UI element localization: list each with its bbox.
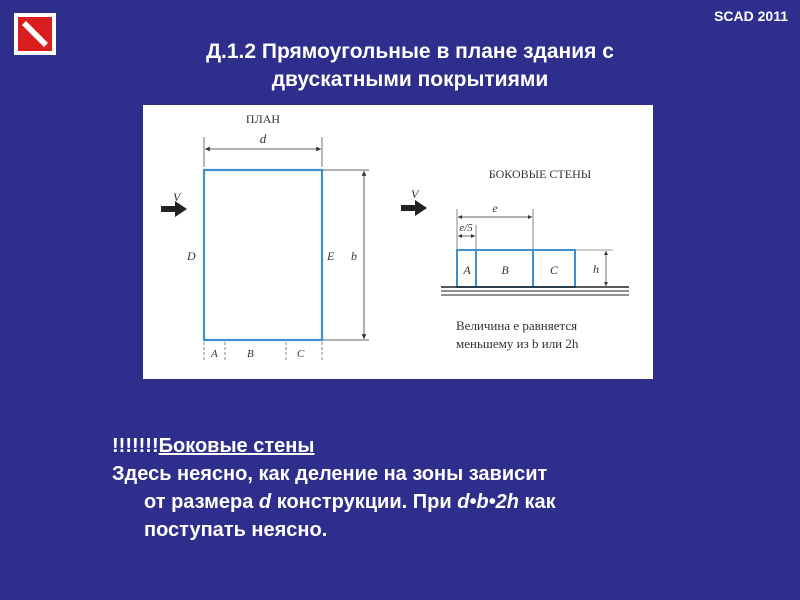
plan-label-d: d bbox=[259, 131, 267, 146]
side-wind-arrow-head bbox=[415, 200, 427, 216]
heading-prefix: !!!!!!! bbox=[112, 435, 159, 457]
side-zone-A: A bbox=[463, 263, 471, 277]
line2-part-a: от размера bbox=[144, 491, 259, 513]
side-label-e: e bbox=[492, 201, 498, 215]
scad-logo bbox=[14, 13, 56, 55]
body-heading bbox=[112, 432, 752, 460]
body-text bbox=[112, 432, 752, 544]
side-label-h: h bbox=[593, 262, 599, 276]
plan-label-D: D bbox=[187, 249, 196, 263]
side-zone-B: B bbox=[501, 263, 509, 277]
plan-zone-A: A bbox=[211, 348, 218, 360]
side-zone-C: C bbox=[549, 263, 559, 277]
body-line-3: поступать неясно. bbox=[144, 519, 328, 541]
slide-title bbox=[110, 38, 710, 94]
line2-d: d bbox=[258, 491, 272, 513]
side-label-e5: e/5 bbox=[459, 222, 473, 234]
note-line-1: Величина e равняется bbox=[456, 318, 578, 333]
line2-formula: d•b•2h bbox=[457, 491, 519, 513]
plan-label-V: V bbox=[173, 190, 181, 204]
plan-zone-B: B bbox=[247, 348, 254, 360]
title-line-1: Д.1.2 Прямоугольные в плане здания с bbox=[206, 40, 614, 63]
brand-label: SCAD 2011 bbox=[714, 8, 788, 24]
side-wind-arrow-shaft bbox=[401, 205, 417, 211]
plan-label-b: b bbox=[351, 249, 357, 263]
body-line-1: Здесь неясно, как деление на зоны зависит bbox=[112, 463, 548, 485]
plan-rectangle bbox=[204, 170, 322, 340]
figure-panel bbox=[143, 105, 653, 379]
line2-part-c: как bbox=[518, 491, 556, 513]
plan-title: ПЛАН bbox=[245, 112, 281, 126]
wind-zones-diagram bbox=[143, 105, 653, 379]
side-label-V: V bbox=[411, 187, 419, 201]
title-line-2: двускатными покрытиями bbox=[271, 68, 549, 91]
plan-zone-C: C bbox=[297, 348, 305, 360]
body-line-2 bbox=[112, 488, 752, 516]
note-line-2: меньшему из b или 2h bbox=[456, 336, 579, 351]
heading-text: Боковые стены bbox=[158, 435, 315, 457]
side-walls-title: БОКОВЫЕ СТЕНЫ bbox=[488, 167, 592, 181]
line2-part-b: конструкции. При bbox=[271, 491, 458, 513]
plan-label-E: E bbox=[327, 249, 335, 263]
wind-arrow-shaft bbox=[161, 206, 177, 212]
